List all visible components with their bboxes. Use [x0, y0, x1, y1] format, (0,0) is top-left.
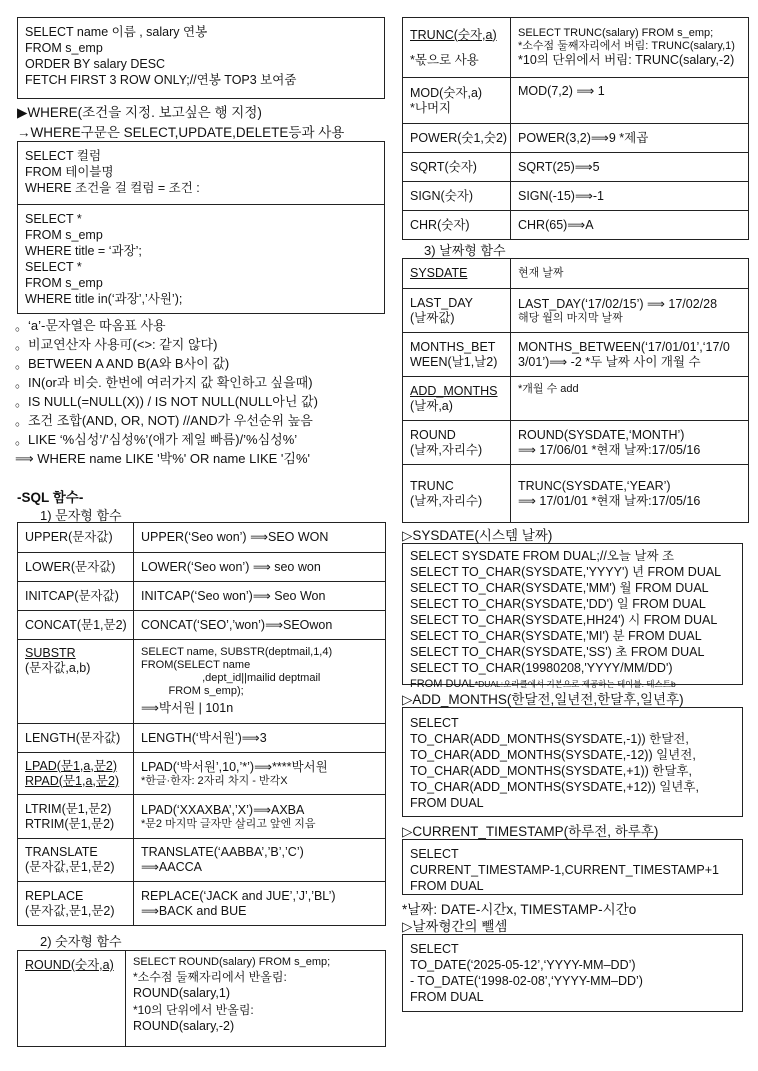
- current-timestamp-box: [402, 839, 743, 895]
- date-diff-title: ▷날짜형간의 뺄셈: [402, 919, 508, 934]
- fn-cell: LAST_DAY (날짜값): [403, 289, 511, 333]
- code-line: WHERE title in(‘과장’,’사원’);: [25, 292, 183, 306]
- code-line: SELECT TO_CHAR(SYSDATE,'SS') 초 FROM DUAL: [410, 645, 705, 659]
- table-row: [403, 421, 749, 465]
- fn-cell: LPAD(문1,a,문2) RPAD(문1,a,문2): [18, 753, 134, 795]
- table-row: [18, 611, 386, 640]
- code-line: FROM s_emp: [25, 41, 103, 55]
- table-row: [403, 465, 749, 523]
- code-line: SELECT 컬럼: [25, 149, 102, 163]
- current-timestamp-title: ▷CURRENT_TIMESTAMP(하루전, 하루후): [402, 824, 659, 839]
- where-bullets: [15, 316, 318, 468]
- example-cell: TRANSLATE(‘AABBA’,’B’,’C’) ⟹AACCA: [134, 839, 386, 882]
- code-line: - TO_DATE(‘1998-02-08’,‘YYYY-MM–DD’): [410, 974, 643, 988]
- code-line: SELECT *: [25, 212, 82, 226]
- example-cell: SELECT TRUNC(salary) FROM s_emp; *소수점 둘째자리에서 버림: TRUNC(salary,1) *10의 단위에서 버림: TRUNC(salary,-2): [511, 18, 749, 78]
- sysdate-title: ▷SYSDATE(시스템 날짜): [402, 528, 553, 543]
- code-line: SELECT TO_CHAR(SYSDATE,HH24') 시 FROM DUAL: [410, 613, 718, 627]
- code-line: SELECT TO_CHAR(SYSDATE,'DD') 일 FROM DUAL: [410, 597, 706, 611]
- code-line: SELECT TO_CHAR(SYSDATE,'MI') 분 FROM DUAL: [410, 629, 702, 643]
- table-row: [18, 582, 386, 611]
- date-section-title: 3) 날짜형 함수: [424, 243, 506, 258]
- table-row: [403, 211, 749, 240]
- add-months-title: ▷ADD_MONTHS(한달전,일년전,한달후,일년후): [402, 692, 684, 707]
- table-row: [403, 153, 749, 182]
- add-months-box: [402, 707, 743, 817]
- fn-cell: TRANSLATE (문자값,문1,문2): [18, 839, 134, 882]
- code-line: SELECT SYSDATE FROM DUAL;//오늘 날짜 조: [410, 549, 675, 563]
- fn-cell: LENGTH(문자값): [18, 724, 134, 753]
- table-row: [403, 259, 749, 289]
- code-line: FROM DUAL: [410, 990, 484, 1004]
- bullet-item: 。IN(or과 비슷. 한번에 여러가지 값 확인하고 싶을때): [15, 375, 313, 390]
- example-cell: *개월 수 add: [511, 377, 749, 421]
- fn-cell: TRUNC(숫자,a) *몫으로 사용: [403, 18, 511, 78]
- char-function-table: [17, 522, 386, 926]
- table-row: [18, 795, 386, 839]
- code-line: SELECT TO_CHAR(SYSDATE,'MM') 월 FROM DUAL: [410, 581, 709, 595]
- date-diff-box: [402, 934, 743, 1012]
- table-row: [18, 553, 386, 582]
- table-row: [403, 182, 749, 211]
- fn-cell: TRUNC (날짜,자리수): [403, 465, 511, 523]
- example-cell: INITCAP(‘Seo won’)⟹ Seo Won: [134, 582, 386, 611]
- example-cell: LENGTH(‘박서원’)⟹3: [134, 724, 386, 753]
- fn-cell: CHR(숫자): [403, 211, 511, 240]
- fn-cell: LOWER(문자값): [18, 553, 134, 582]
- code-line: TO_DATE(‘2025-05-12’,‘YYYY-MM–DD’): [410, 958, 636, 972]
- fn-cell: LTRIM(문1,문2) RTRIM(문1,문2): [18, 795, 134, 839]
- example-cell: 현재 날짜: [511, 259, 749, 289]
- like-example: ⟹ WHERE name LIKE '박%' OR name LIKE '김%': [15, 451, 310, 466]
- fn-cell: CONCAT(문1,문2): [18, 611, 134, 640]
- code-line: SELECT TO_CHAR(SYSDATE,'YYYY') 년 FROM DUAL: [410, 565, 722, 579]
- example-cell: REPLACE(‘JACK and JUE’,’J’,’BL’) ⟹BACK and BUE: [134, 882, 386, 926]
- code-line: FROM DUAL: [410, 796, 484, 810]
- code-line: WHERE title = ‘과장’;: [25, 244, 142, 258]
- example-cell: ROUND(SYSDATE,‘MONTH’) ⟹ 17/06/01 *현재 날짜:17/05/16: [511, 421, 749, 465]
- code-line: TO_CHAR(ADD_MONTHS(SYSDATE,+1)) 한달후,: [410, 764, 692, 778]
- char-section-title: 1) 문자형 함수: [40, 508, 122, 523]
- bullet-item: 。LIKE ‘%심성’/’심성%’(애가 제일 빠름)/’%심성%’: [15, 432, 298, 447]
- fn-cell: ADD_MONTHS (날짜,a): [403, 377, 511, 421]
- fn-cell: ROUND(숫자,a): [18, 951, 126, 1047]
- code-line: SELECT *: [25, 260, 82, 274]
- example-cell: MONTHS_BETWEEN(‘17/01/01’,‘17/0 3/01’)⟹ -2 *두 날짜 사이 개월 수: [511, 333, 749, 377]
- date-type-note: *날짜: DATE-시간x, TIMESTAMP-시간o: [402, 902, 637, 917]
- fn-cell: REPLACE (문자값,문1,문2): [18, 882, 134, 926]
- table-row: [18, 753, 386, 795]
- fn-cell: MONTHS_BET WEEN(날1,날2): [403, 333, 511, 377]
- fn-cell: POWER(숫1,숫2): [403, 124, 511, 153]
- example-cell: LPAD(‘박서원’,10,’*’)⟹****박서원 *한글·한자: 2자리 차지 - 반각X: [134, 753, 386, 795]
- example-cell: CHR(65)⟹A: [511, 211, 749, 240]
- table-row: [18, 839, 386, 882]
- table-row: [18, 951, 386, 1047]
- table-row: [18, 882, 386, 926]
- table-row: [403, 78, 749, 124]
- table-row: [18, 523, 386, 553]
- num-function-table-2: [402, 17, 749, 240]
- code-line: FROM s_emp: [25, 228, 103, 242]
- code-text: FROM DUAL: [410, 678, 475, 690]
- table-row: [403, 377, 749, 421]
- bullet-item: 。‘a’-문자열은 따옴표 사용: [15, 318, 166, 333]
- fn-cell: SUBSTR (문자값,a,b): [18, 640, 134, 724]
- code-line: SELECT: [410, 716, 459, 730]
- where-desc: →WHERE구문은 SELECT,UPDATE,DELETE등과 사용: [17, 125, 345, 140]
- dual-note: *DUAL:오라클에서 기본으로 제공하는 테이블. 테스트b: [474, 679, 676, 689]
- bullet-item: 。BETWEEN A AND B(A와 B사이 값): [15, 356, 230, 371]
- example-cell: TRUNC(SYSDATE,‘YEAR’) ⟹ 17/01/01 *현재 날짜:17/05/16: [511, 465, 749, 523]
- example-cell: SQRT(25)⟹5: [511, 153, 749, 182]
- date-function-table: [402, 258, 749, 523]
- example-cell: LPAD(‘XXAXBA’,’X’)⟹AXBA *문2 마지막 글자만 살리고 앞엔 지음: [134, 795, 386, 839]
- table-row: [403, 289, 749, 333]
- where-syntax-box: [17, 141, 385, 314]
- example-cell: CONCAT(‘SEO’,’won’)⟹SEOwon: [134, 611, 386, 640]
- example-cell: UPPER(‘Seo won’) ⟹SEO WON: [134, 523, 386, 553]
- code-line: CURRENT_TIMESTAMP-1,CURRENT_TIMESTAMP+1: [410, 863, 719, 877]
- example-cell: MOD(7,2) ⟹ 1: [511, 78, 749, 124]
- example-cell: LOWER(‘Seo won’) ⟹ seo won: [134, 553, 386, 582]
- code-line: SELECT: [410, 847, 459, 861]
- code-line: FROM s_emp: [25, 276, 103, 290]
- example-cell: POWER(3,2)⟹9 *제곱: [511, 124, 749, 153]
- code-line: FETCH FIRST 3 ROW ONLY;//연봉 TOP3 보여줌: [25, 73, 297, 87]
- example-cell: SELECT name, SUBSTR(deptmail,1,4) FROM(SELECT name ,dept_id||mailid deptmail FROM s_emp); ⟹박서원 | 101n: [134, 640, 386, 724]
- fn-cell: SQRT(숫자): [403, 153, 511, 182]
- code-line: FROM 테이블명: [25, 165, 114, 179]
- code-line: SELECT name 이름 , salary 연봉: [25, 25, 208, 39]
- example-cell: SELECT ROUND(salary) FROM s_emp; *소수점 둘째자리에서 반올림: ROUND(salary,1) *10의 단위에서 반올림: ROUND(salary,-2): [126, 951, 386, 1047]
- num-section-title: 2) 숫자형 함수: [40, 934, 122, 949]
- fn-cell: SIGN(숫자): [403, 182, 511, 211]
- fn-cell: UPPER(문자값): [18, 523, 134, 553]
- code-line: FROM DUAL: [410, 879, 484, 893]
- fn-cell: SYSDATE: [403, 259, 511, 289]
- fn-cell: MOD(숫자,a) *나머지: [403, 78, 511, 124]
- bullet-item: 。조건 조합(AND, OR, NOT) //AND가 우선순위 높음: [15, 413, 313, 428]
- example-cell: LAST_DAY(‘17/02/15’) ⟹ 17/02/28 해당 월의 마지막 날짜: [511, 289, 749, 333]
- num-function-table: [17, 950, 386, 1047]
- code-line: TO_CHAR(ADD_MONTHS(SYSDATE,-12)) 일년전,: [410, 748, 696, 762]
- sql-functions-title: -SQL 함수-: [17, 490, 84, 505]
- example-cell: SIGN(-15)⟹-1: [511, 182, 749, 211]
- fn-cell: ROUND (날짜,자리수): [403, 421, 511, 465]
- code-line: TO_CHAR(ADD_MONTHS(SYSDATE,+12)) 일년후,: [410, 780, 699, 794]
- code-line: SELECT TO_CHAR(19980208,'YYYY/MM/DD'): [410, 661, 673, 675]
- bullet-item: 。IS NULL(=NULL(X)) / IS NOT NULL(NULL아닌 값): [15, 394, 318, 409]
- top-sql-box: [17, 17, 385, 99]
- table-row: [403, 124, 749, 153]
- code-line: ORDER BY salary DESC: [25, 57, 166, 71]
- bullet-item: 。비교연산자 사용可(<>: 같지 않다): [15, 337, 218, 352]
- table-row: [403, 333, 749, 377]
- code-line: TO_CHAR(ADD_MONTHS(SYSDATE,-1)) 한달전,: [410, 732, 689, 746]
- code-line: SELECT: [410, 942, 459, 956]
- table-row: [18, 640, 386, 724]
- table-row: [403, 18, 749, 78]
- where-title: ▶WHERE(조건을 지정. 보고싶은 행 지정): [17, 105, 262, 120]
- table-row: [18, 724, 386, 753]
- sysdate-box: [402, 543, 743, 690]
- fn-cell: INITCAP(문자값): [18, 582, 134, 611]
- code-line: WHERE 조건을 걸 컬럼 = 조건 :: [25, 181, 200, 195]
